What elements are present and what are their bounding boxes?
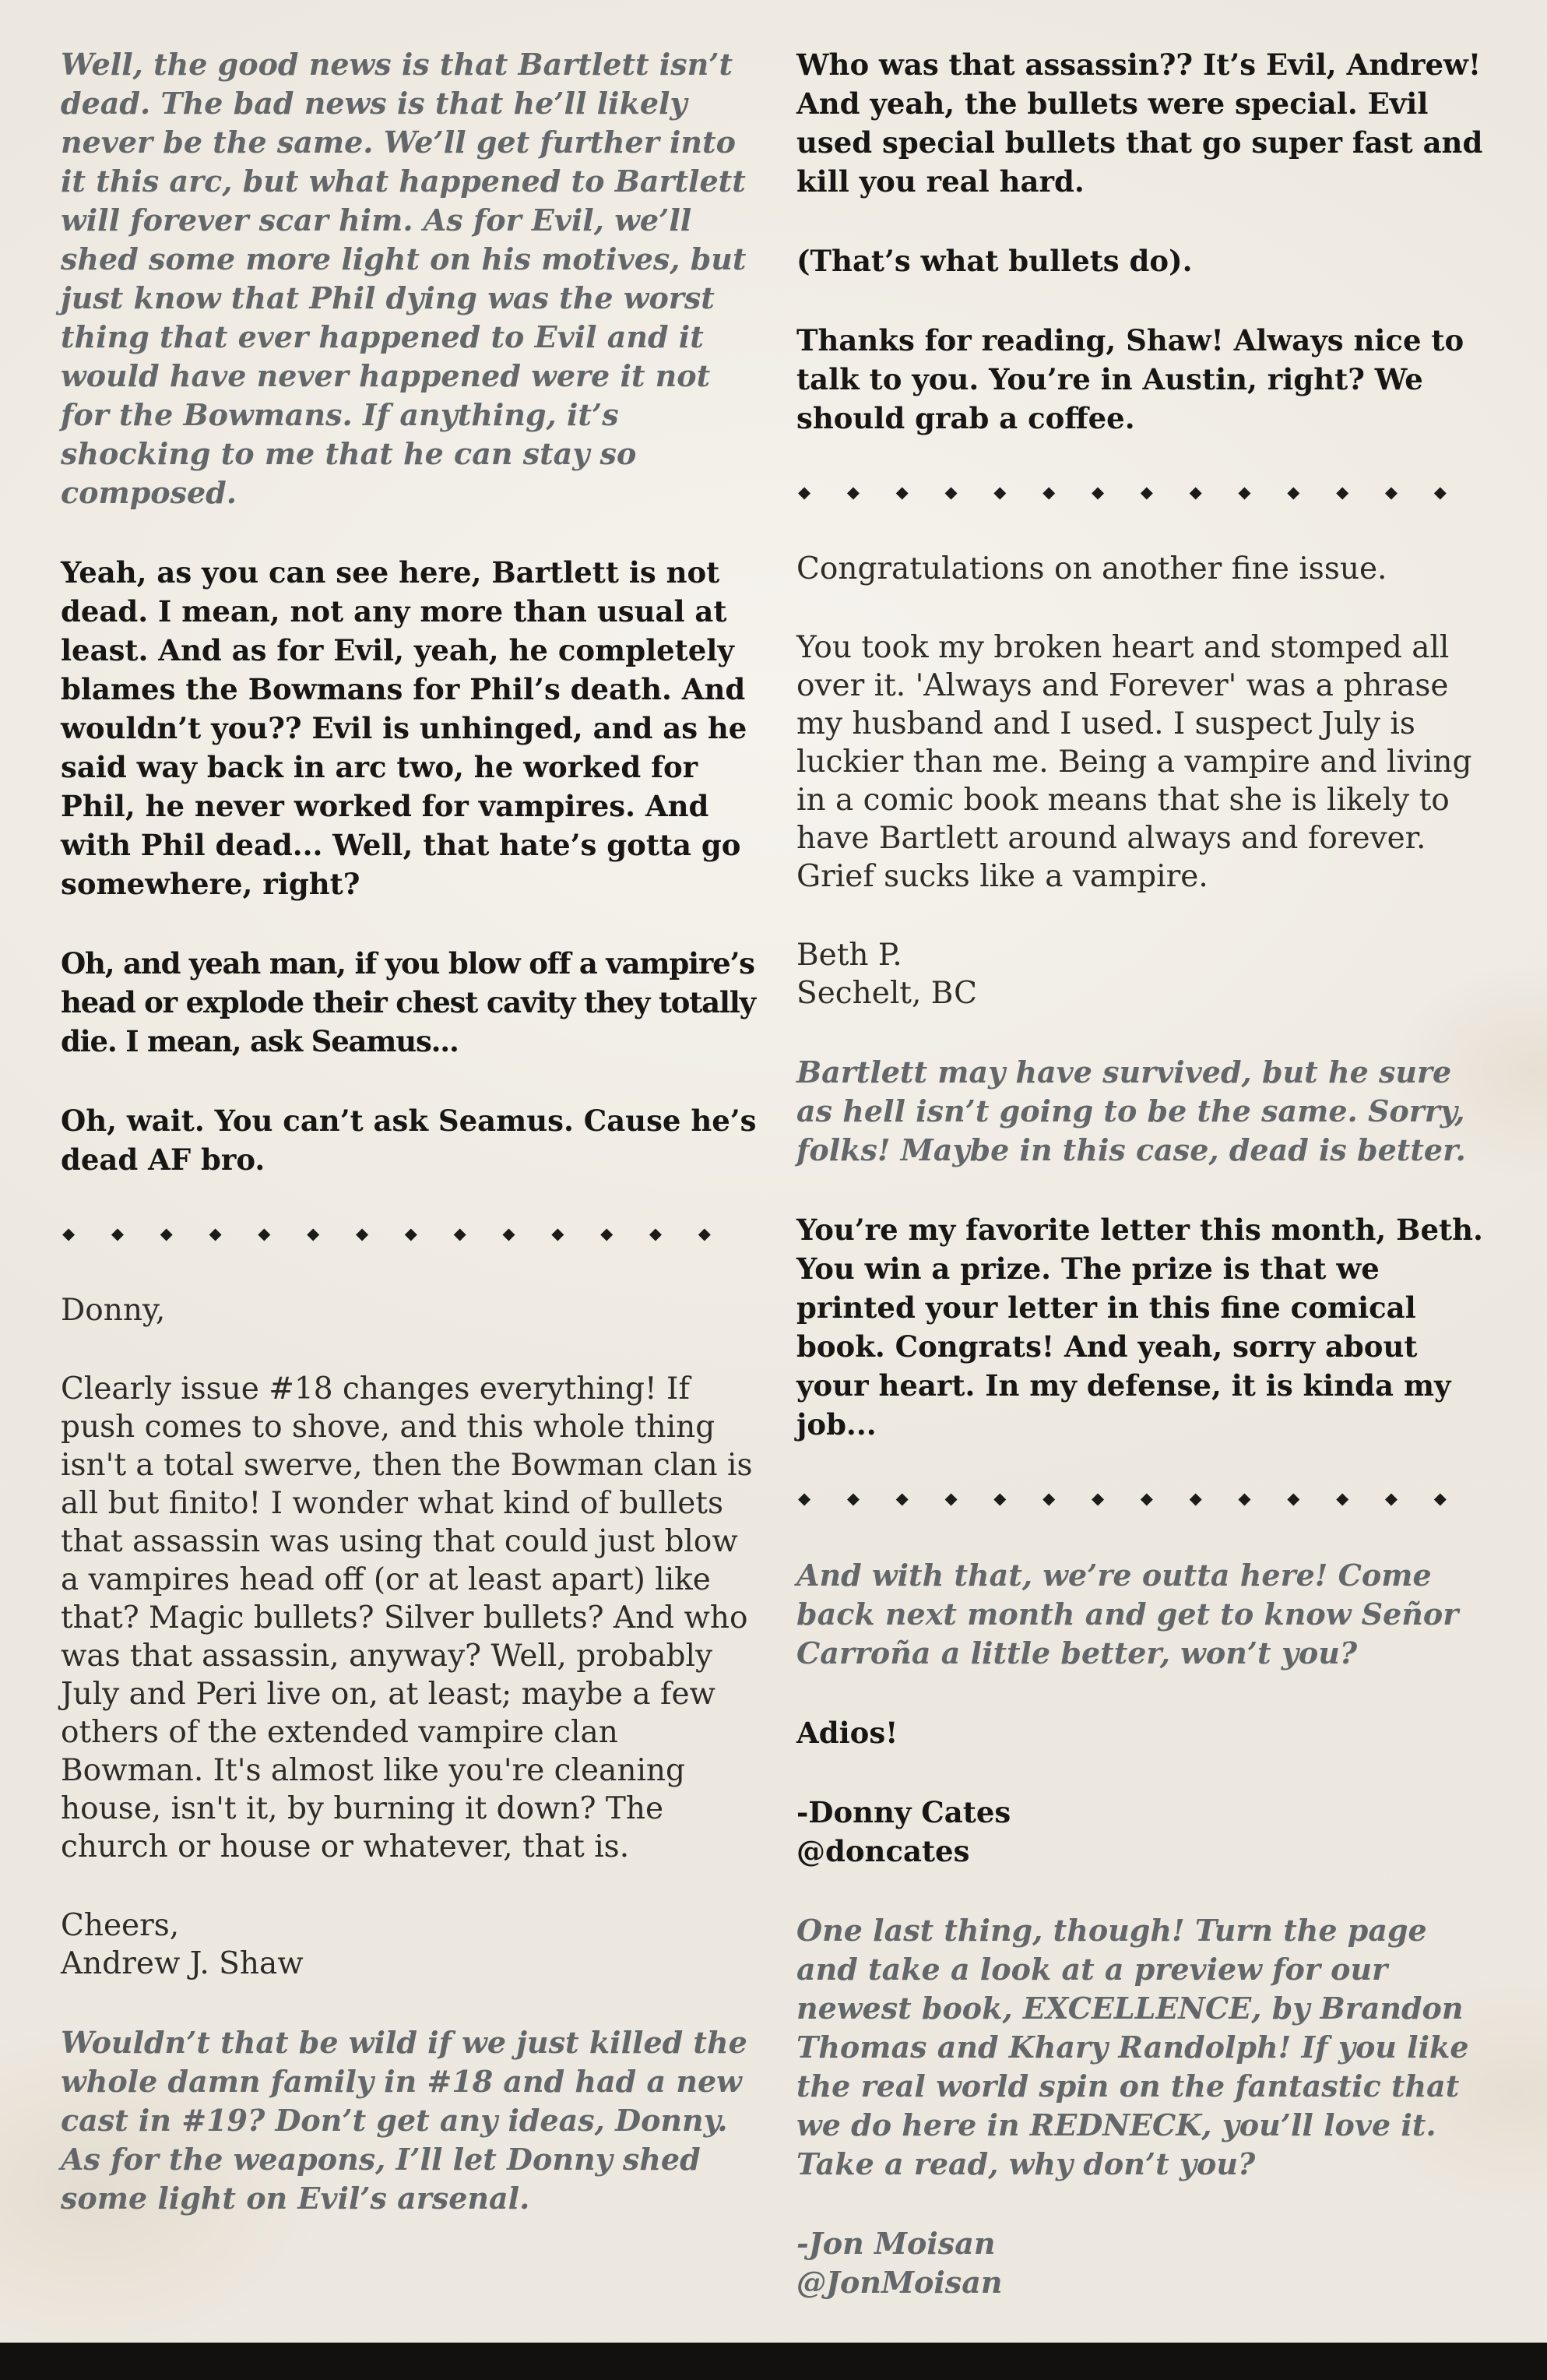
- editor-note: Well, the good news is that Bartlett isn’t dead. The bad news is that he’ll likely never be the same. We’ll get further into it this arc, but what happened to Bartlett will forever scar him. As for Evil, we’ll shed some more light on his motives, but just know that Phil dying was the worst thing that ever happened to Evil and it would have never happened were it not for the Bowmans. If anything, it’s shocking to me that he can stay so composed.: [61, 47, 747, 510]
- editor-reply: Thanks for reading, Shaw! Always nice to talk to you. You’re in Austin, right? We should grab a coffee.: [796, 323, 1464, 435]
- letter-author: Andrew J. Shaw: [61, 1946, 304, 1981]
- letter-author-location: Sechelt, BC: [796, 976, 978, 1011]
- editor-reply: Yeah, as you can see here, Bartlett is not dead. I mean, not any more than usual at least. And as for Evil, yeah, he completely blames the Bowmans for Phil’s death. And wouldn’t you?? Evil is unhinged, and as he said way back in arc two, he worked for Phil, he never worked for vampires. And with Phil dead... Well, that hate’s gotta go somewhere, right?: [61, 555, 747, 901]
- editor-note: Bartlett may have survived, but he sure as hell isn’t going to be the same. Sorry, folks! Maybe in this case, dead is better.: [796, 1054, 1466, 1167]
- editor-note: And with that, we’re outta here! Come back next month and get to know Señor Carroña a little better, won’t you?: [796, 1558, 1459, 1671]
- editor-reply: Who was that assassin?? It’s Evil, Andrew! And yeah, the bullets were special. Evil used special bullets that go super fast and kill you real hard.: [796, 48, 1483, 199]
- letter-author: Beth P.: [796, 938, 902, 973]
- editor-reply: (That’s what bullets do).: [796, 244, 1193, 278]
- editor-reply: Oh, and yeah man, if you blow off a vampire’s head or explode their chest cavity they totally die. I mean, ask Seamus...: [61, 946, 755, 1058]
- letter-paragraph: Congratulations on another fine issue.: [796, 551, 1387, 586]
- diamond-divider: ◆ ◆ ◆ ◆ ◆ ◆ ◆ ◆ ◆ ◆ ◆ ◆ ◆ ◆: [798, 483, 1447, 502]
- editor-name: -Donny Cates: [796, 1795, 1011, 1829]
- diamond-divider: ◆ ◆ ◆ ◆ ◆ ◆ ◆ ◆ ◆ ◆ ◆ ◆ ◆ ◆: [62, 1224, 711, 1243]
- page-bottom-bar: [0, 2343, 1547, 2380]
- editor-signoff: Adios!: [796, 1716, 898, 1750]
- editor-signature: [796, 1793, 1493, 1871]
- editor-name: -Jon Moisan: [796, 2226, 996, 2261]
- editor-signature: [796, 2224, 1493, 2302]
- diamond-divider: ◆ ◆ ◆ ◆ ◆ ◆ ◆ ◆ ◆ ◆ ◆ ◆ ◆ ◆: [798, 1489, 1447, 1508]
- letter-salutation: Donny,: [61, 1293, 166, 1328]
- right-column: [796, 45, 1493, 2343]
- editor-reply: Oh, wait. You can’t ask Seamus. Cause he’s dead AF bro.: [61, 1104, 757, 1177]
- editor-reply: You’re my favorite letter this month, Beth. You win a prize. The prize is that we printed your letter in this fine comical book. Congrats! And yeah, sorry about your heart. In my defense, it is kinda my job...: [796, 1213, 1483, 1442]
- left-column: [61, 45, 758, 2343]
- letter-signoff: Cheers,: [61, 1908, 180, 1943]
- editor-handle: @doncates: [796, 1834, 970, 1868]
- letter-signature: [61, 1906, 758, 1983]
- editor-note: Wouldn’t that be wild if we just killed the whole damn family in #18 and had a new cast in #19? Don’t get any ideas, Donny. As for the weapons, I’ll let Donny shed some light on Evil’s arsenal.: [61, 2025, 747, 2216]
- letter-paragraph: You took my broken heart and stomped all over it. 'Always and Forever' was a phrase my husband and I used. I suspect July is luckier than me. Being a vampire and living in a comic book means that she is likely to have Bartlett around always and forever. Grief sucks like a vampire.: [796, 630, 1472, 894]
- editor-handle: @JonMoisan: [796, 2265, 1003, 2300]
- letter-signature: [796, 936, 1493, 1012]
- editor-note: One last thing, though! Turn the page and take a look at a preview for our newest book, EXCELLENCE, by Brandon Thomas and Khary Randolph! If you like the real world spin on the fantastic that we do here in REDNECK, you’ll love it. Take a read, why don’t you?: [796, 1913, 1469, 2181]
- letter-paragraph: Clearly issue #18 changes everything! If push comes to shove, and this whole thing isn't a total swerve, then the Bowman clan is all but finito! I wonder what kind of bullets that assassin was using that could just blow a vampires head off (or at least apart) like that? Magic bullets? Silver bullets? And who was that assassin, anyway? Well, probably July and Peri live on, at least; maybe a few others of the extended vampire clan Bowman. It's almost like you're cleaning house, isn't it, by burning it down? The church or house or whatever, that is.: [61, 1371, 753, 1864]
